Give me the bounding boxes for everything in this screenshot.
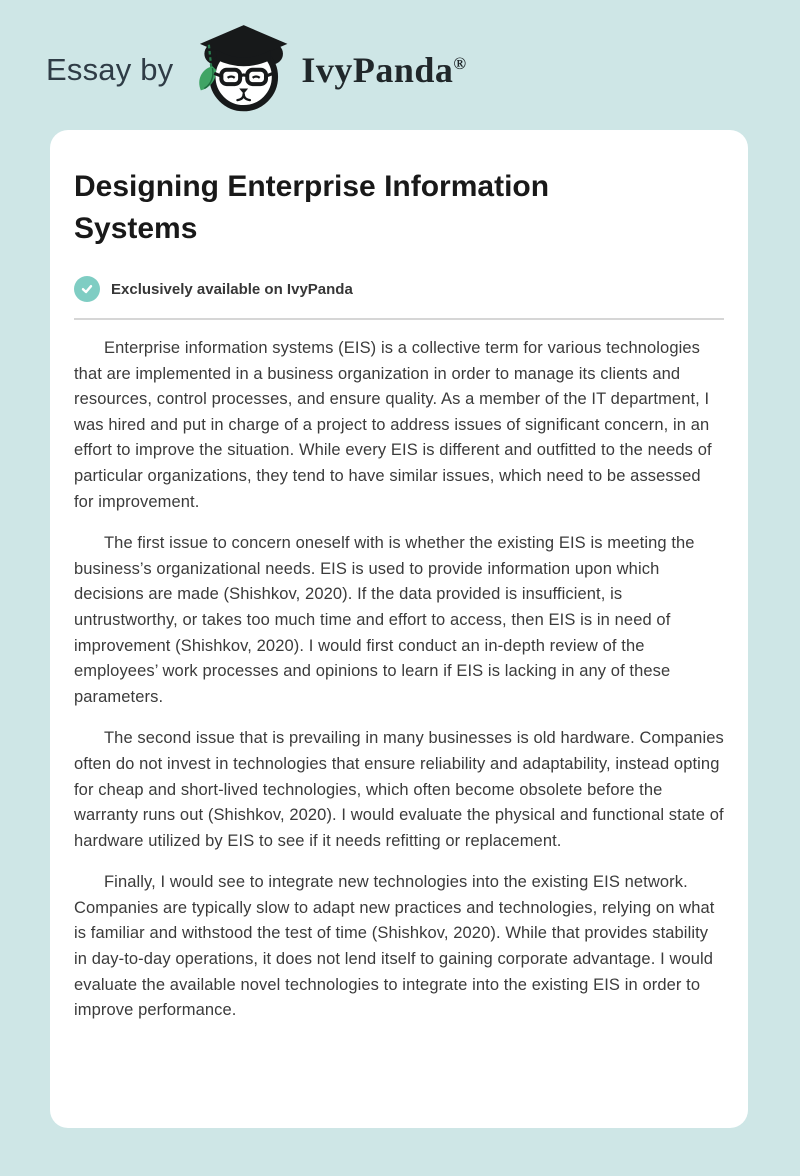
site-header <box>0 0 800 130</box>
check-icon <box>74 276 100 302</box>
essay-by-label: Essay by <box>46 52 174 87</box>
badge-label: Exclusively available on IvyPanda <box>111 280 353 298</box>
essay-paragraph: Finally, I would see to integrate new technologies into the existing EIS network. Companies are typically slow to adapt new practices and technologies, relying on what is familiar and withstood the test of time (Shishkov, 2020). While that provides stability in day-to-day operations, it does not lend itself to gaining corporate advantage. I would evaluate the available novel technologies to integrate into the existing EIS in order to improve performance. <box>74 873 715 1020</box>
panda-graduate-logo-icon <box>191 22 291 119</box>
page-title: Designing Enterprise Information Systems <box>74 170 550 245</box>
essay-paragraph: The second issue that is prevailing in many businesses is old hardware. Companies often do not invest in technologies that ensure reliability and adaptability, instead opting for cheap and short-lived technologies, which often become obsolete before the warranty runs out (Shishkov, 2020). I would evaluate the physical and functional state of hardware utilized by EIS to see if it needs refitting or replacement. <box>74 729 724 850</box>
essay-paragraph: Enterprise information systems (EIS) is a collective term for various technologies that are implemented in a business organization in order to manage its clients and resources, control processes, and ensure quality. As a member of the IT department, I was hired and put in charge of a project to address issues of significant concern, in an effort to improve the situation. While every EIS is different and outfitted to the needs of particular organizations, they tend to have similar issues, which need to be assessed for improvement. <box>74 339 712 511</box>
ivypanda-logo <box>191 22 291 119</box>
essay-paragraph: The first issue to concern oneself with is whether the existing EIS is meeting the business’s organizational needs. EIS is used to provide information upon which decisions are made (Shishkov, 2020). If the data provided is insufficient, is untrustworthy, or takes too much time and effort to access, then EIS is in need of improvement (Shishkov, 2020). I would first conduct an in-depth review of the employees’ work processes and opinions to learn if EIS is lacking in any of these parameters. <box>74 534 695 706</box>
essay-card <box>50 130 748 1128</box>
brand-wordmark <box>301 49 466 91</box>
registered-trademark-symbol: ® <box>453 54 467 73</box>
exclusive-badge <box>74 276 724 302</box>
brand-name: IvyPanda <box>301 50 454 90</box>
essay-body <box>74 336 724 1024</box>
divider <box>74 318 724 320</box>
